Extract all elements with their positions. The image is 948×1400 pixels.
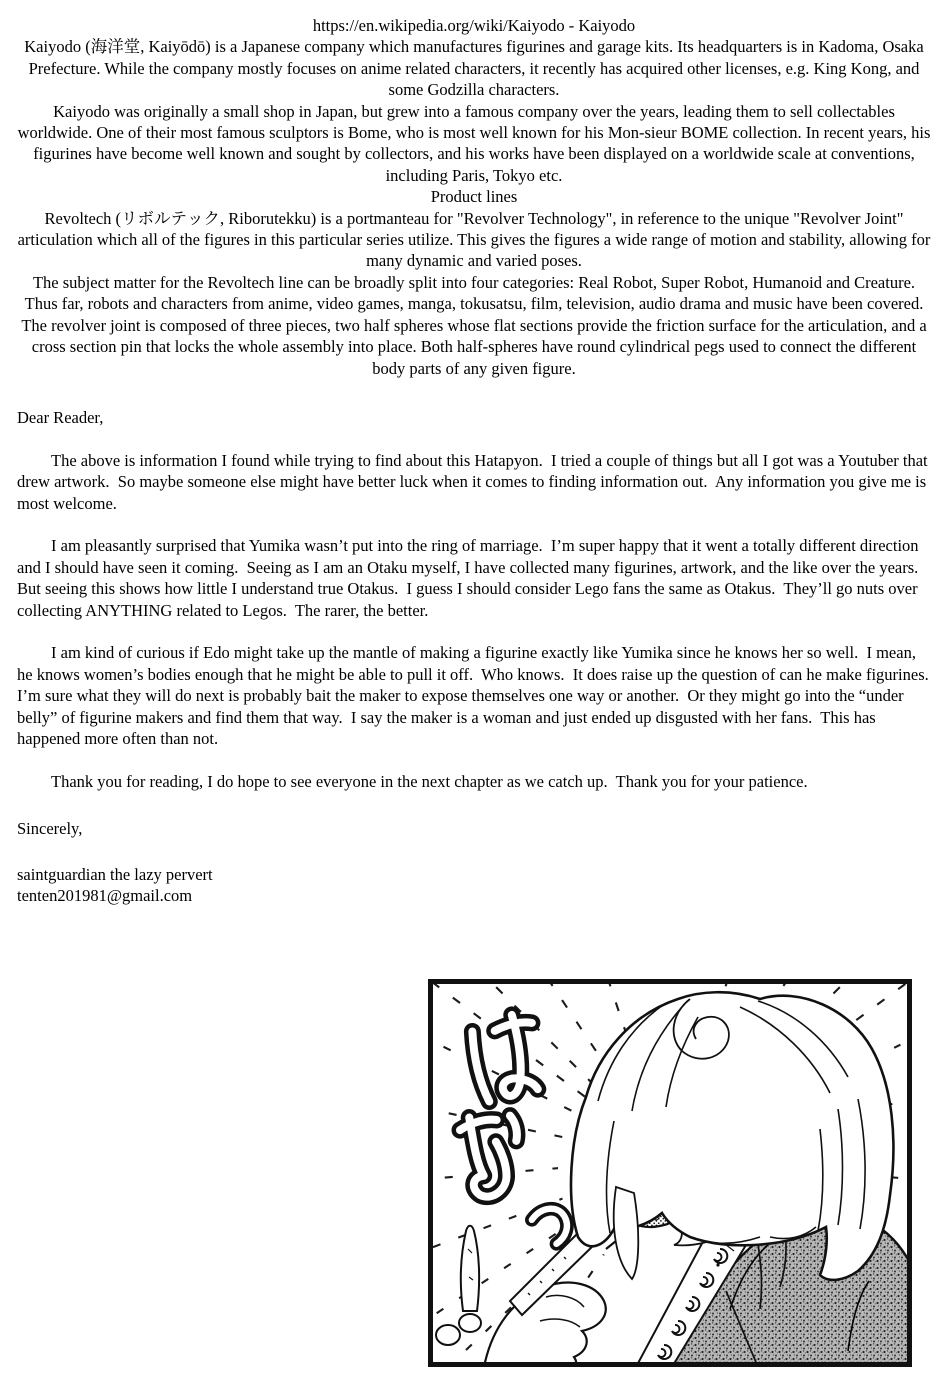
- source-url-line: https://en.wikipedia.org/wiki/Kaiyodo - Kaiyodo: [312, 16, 636, 35]
- signature-email: tenten201981@gmail.com: [17, 885, 193, 905]
- wiki-paragraph: Kaiyodo (海洋堂, Kaiyōdō) is a Japanese company which manufactures figurines and garage kits. Its headquarters is in Kadoma, Osaka Prefecture. While the company mostly focuses on anime related characters, it recently has acquired other licenses, e.g. King Kong, and some Godzilla characters.: [24, 37, 924, 100]
- reader-letter: [17, 407, 938, 906]
- product-lines-heading: Product lines: [430, 187, 518, 207]
- letter-paragraph: I am pleasantly surprised that Yumika wasn’t put into the ring of marriage. I’m super happy that it went a totally different direction and I should have seen it coming. Seeing as I am an Otaku myself, I have collected many figurines, artwork, and the like over the years. But seeing this shows how little I understand true Otakus. I guess I should consider Lego fans the same as Otakus. They’ll go nuts over collecting ANYTHING related to Legos. The rarer, the better.: [17, 536, 927, 620]
- wiki-paragraph: Kaiyodo was originally a small shop in Japan, but grew into a famous company over the years, leading them to sell collectables worldwide. One of their most famous sculptors is Bome, who is most well known for his Mon-sieur BOME collection. In recent years, his figurines have become well known and sought by collectors, and his works have been displayed on a worldwide scale at conventions, including Paris, Tokyo etc.: [17, 101, 931, 185]
- letter-paragraph: The above is information I found while trying to find about this Hatapyon. I tried a couple of things but all I got was a Youtuber that drew artwork. So maybe someone else might have better luck when it comes to finding information out. Any information you give me is most welcome.: [17, 450, 932, 513]
- letter-paragraph: I am kind of curious if Edo might take up the mantle of making a figurine exactly like Yumika since he knows her so well. I mean, he knows women’s bodies enough that he might be able to pull it off. Who knows. It does raise up the question of can he make figurines. I’m sure what they will do next is probably bait the maker to expose themselves one way or another. Or they might go into the “under belly” of figurine makers and find them that way. I say the maker is a woman and just ended up disgusted with her fans. This has happened more often than not.: [17, 643, 938, 748]
- hair: [571, 992, 893, 1280]
- wiki-paragraph: The subject matter for the Revoltech line can be broadly split into four categories: Real Robot, Super Robot, Humanoid and Creature. Thus far, robots and characters from anime, video games, manga, tokusatsu, film, television, audio drama and music have been covered. The revolver joint is composed of three pieces, two half spheres whose flat sections provide the friction surface for the articulation, and a cross section pin that locks the whole assembly into place. Both half-spheres have round cylindrical pegs used to connect the different body parts of any given figure.: [21, 272, 927, 378]
- letter-closing: Sincerely,: [17, 819, 83, 839]
- wiki-paragraph: Revoltech (リボルテック, Riborutekku) is a portmanteau for "Revolver Technology", in reference to the unique "Revolver Joint" articulation which all of the figures in this particular series utilize. This gives the figures a wide range of motion and stability, allowing for many dynamic and varied poses.: [17, 208, 931, 271]
- manga-panel-image: [428, 979, 912, 1367]
- salutation: Dear Reader,: [17, 407, 104, 427]
- signature-name: saintguardian the lazy pervert: [17, 864, 213, 884]
- wiki-excerpt: [0, 0, 948, 379]
- letter-paragraph: Thank you for reading, I do hope to see everyone in the next chapter as we catch up. Thank you for your patience.: [51, 771, 808, 791]
